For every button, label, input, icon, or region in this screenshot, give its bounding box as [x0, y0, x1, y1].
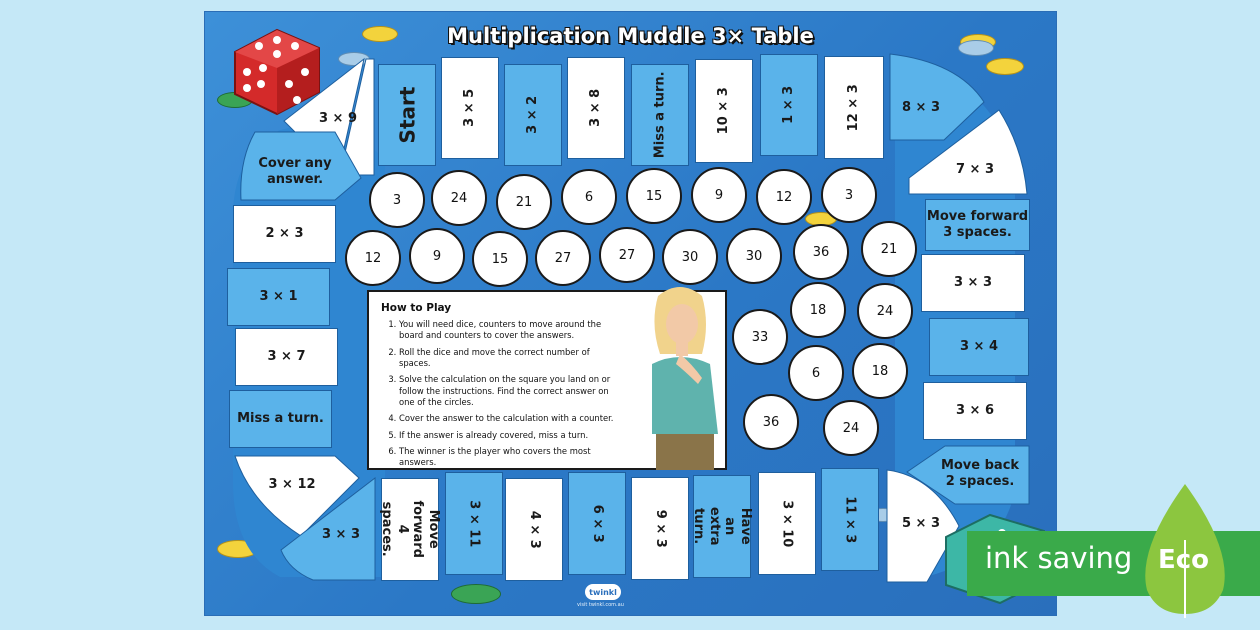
board-square: [758, 472, 816, 575]
answer-circle: 15: [626, 168, 682, 224]
answer-circle: 3: [821, 167, 877, 223]
answer-circle: 18: [790, 282, 846, 338]
answer-circle: 27: [535, 230, 591, 286]
square-label: 7 × 3: [955, 161, 995, 177]
square-label: 4 × 3: [526, 510, 542, 549]
square-label: 2 × 3: [265, 226, 304, 242]
square-label: Cover any answer.: [258, 156, 332, 187]
board-square: [505, 478, 563, 581]
answer-circle: 9: [409, 228, 465, 284]
twinkl-logo: twinkl: [585, 584, 621, 600]
square-label: 9 × 3: [652, 509, 668, 548]
board-square-move-forward: [925, 199, 1030, 251]
board-square: [695, 59, 753, 163]
site-url: visit twinkl.com.au: [577, 602, 624, 608]
board-square: [235, 328, 338, 386]
board-square: [631, 477, 689, 580]
red-dice-icon: [225, 22, 325, 118]
square-label: 3 × 11: [466, 499, 482, 548]
answer-circle: 9: [691, 167, 747, 223]
answer-circle: 6: [788, 345, 844, 401]
board-square-wedge: [905, 108, 1031, 196]
answer-circle: 36: [743, 394, 799, 450]
answer-circle: 30: [662, 229, 718, 285]
square-label: Move forward 4 spaces.: [379, 500, 442, 559]
answer-circle: 24: [431, 170, 487, 226]
board-square: [568, 472, 626, 575]
answer-circle: 15: [472, 231, 528, 287]
board-square-cover-any: [245, 152, 345, 192]
square-label: Have an extra turn.: [691, 507, 754, 546]
how-to-play-step: 4. Cover the answer to the calculation with a counter.: [399, 413, 619, 424]
how-to-play-step: 2. Roll the dice and move the correct number of spaces.: [399, 347, 619, 370]
game-board: [205, 12, 1056, 615]
board-square: [504, 64, 562, 166]
square-label: 3 × 12: [268, 476, 316, 492]
square-label: Miss a turn.: [652, 71, 668, 159]
board-square: [760, 54, 818, 156]
square-label: 3 × 10: [779, 499, 795, 548]
square-label: 3 × 5: [462, 88, 478, 128]
answer-circle: 33: [732, 309, 788, 365]
board-square: [929, 318, 1029, 376]
answer-circle: 24: [857, 283, 913, 339]
square-label: 1 × 3: [781, 85, 797, 125]
board-title: Multiplication Muddle 3× Table: [447, 24, 814, 48]
answer-circle: 36: [793, 224, 849, 280]
answer-circle: 21: [496, 174, 552, 230]
answer-circle: 24: [823, 400, 879, 456]
how-to-play-step: 3. Solve the calculation on the square you land on or follow the instructions. Find the correct answer on one of the circles.: [399, 374, 619, 408]
square-label: Start: [395, 86, 420, 144]
board-square: [567, 57, 625, 159]
square-label: 3 × 2: [525, 95, 541, 135]
square-label: 3 × 4: [959, 339, 999, 355]
square-label: 3 × 3: [953, 275, 993, 291]
square-label: 3 × 8: [588, 88, 604, 128]
square-label: 5 × 3: [901, 515, 941, 531]
square-label: 3 × 7: [267, 349, 306, 365]
square-label: 6 × 3: [589, 504, 605, 543]
board-square: [441, 57, 499, 159]
corner-label: 3 × 9: [318, 110, 358, 126]
board-square-extra-turn: [691, 475, 754, 578]
answer-circle: 12: [345, 230, 401, 286]
square-label: 10 × 3: [716, 87, 732, 135]
corner-label: 8 × 3: [901, 99, 941, 115]
how-to-play-heading: How to Play: [381, 302, 452, 314]
board-square: [821, 468, 879, 571]
answer-circle: 27: [599, 227, 655, 283]
answer-circle: 12: [756, 169, 812, 225]
answer-circle: 6: [561, 169, 617, 225]
square-label: 11 × 3: [842, 495, 858, 544]
how-to-play-step: 5. If the answer is already covered, miss a turn.: [399, 430, 619, 441]
square-label: Move back 2 spaces.: [940, 458, 1020, 489]
board-square-miss-turn: [229, 390, 332, 448]
answer-circle: 21: [861, 221, 917, 277]
square-label: 3 × 3: [321, 526, 361, 542]
answer-circle: 18: [852, 343, 908, 399]
eco-badge: Eco: [1158, 545, 1210, 575]
board-square-miss-turn: [631, 64, 689, 166]
how-to-play-step: 6. The winner is the player who covers the most answers.: [399, 446, 619, 469]
ink-saving-label: ink saving: [985, 541, 1133, 575]
board-square: [233, 205, 336, 263]
board-square: [824, 56, 884, 159]
square-label: Move forward 3 spaces.: [926, 209, 1029, 240]
square-label: Miss a turn.: [237, 411, 324, 427]
answer-circle: 3: [369, 172, 425, 228]
thinking-girl-illustration: [640, 284, 730, 470]
board-square-move-forward: [379, 478, 442, 581]
board-square-start: [378, 64, 436, 166]
square-label: 12 × 3: [846, 83, 862, 132]
square-label: 3 × 6: [955, 403, 995, 419]
board-square: [227, 268, 330, 326]
board-square: [923, 382, 1027, 440]
board-square: [445, 472, 503, 575]
board-square: [921, 254, 1025, 312]
square-label: 3 × 1: [259, 289, 298, 305]
answer-circle: 30: [726, 228, 782, 284]
how-to-play-step: 1. You will need dice, counters to move around the board and counters to cover the answers.: [399, 319, 619, 342]
